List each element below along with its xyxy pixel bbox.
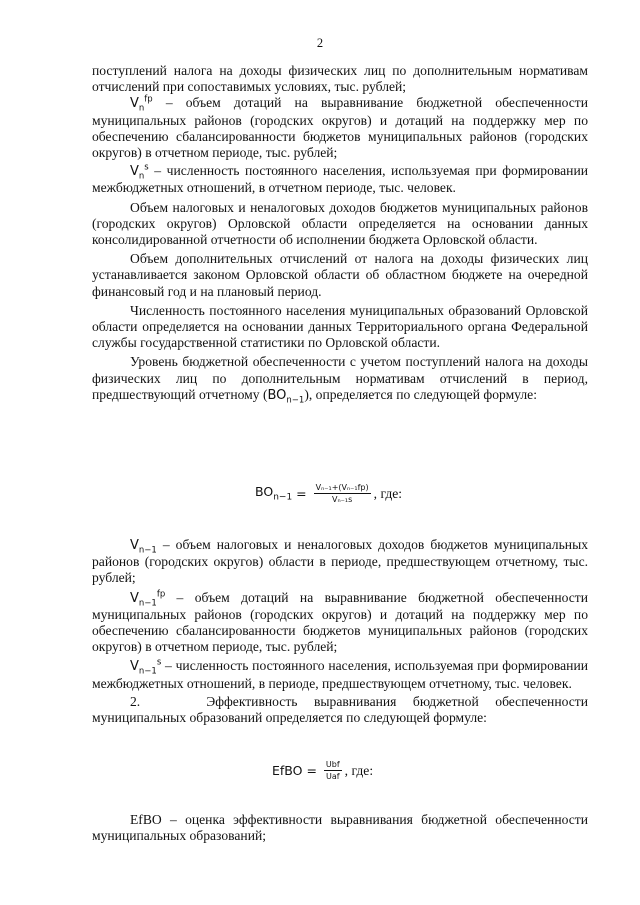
symbol-bo-n1: $BO_{n-1}$ [267, 387, 305, 406]
formula-efbo-suffix: , где: [344, 762, 374, 778]
paragraph-revenue-volume: Объем налоговых и неналоговых доходов бюджетов муниципальных районов (городских округов) Орловской области определяется на основании данных консолидированной отчетности об исполнении бюджета Орловской области. [92, 199, 588, 248]
paragraph-additional-deductions: Объем дополнительных отчислений от налога на доходы физических лиц устанавливается законом Орловской области об областном бюджете на очередной финансовый год и на плановый период. [92, 251, 588, 299]
formula-efbo-equals: = [302, 763, 321, 778]
paragraph-vn1-definition: $V_{n-1}$ – объем налоговых и неналоговых доходов бюджетов муниципальных районов (городских округов) области в периоде, предшествующем отчетному, тыс. рублей; [92, 537, 588, 586]
paragraph-fiscal-capacity-level: Уровень бюджетной обеспеченности с учетом поступлений налога на доходы физических лиц по дополнительным нормативам отчислений в период, предшествующий отчетному $(BO_{n-1})$, определяется по следующей формуле: [92, 354, 588, 406]
formula-bo-suffix: , где: [373, 485, 403, 501]
formula-efbo-lhs: EfBO [272, 763, 303, 778]
symbol-vn1: $V_{n-1}$ [130, 538, 157, 556]
formula-bo-numerator: Vₙ₋₁+(Vₙ₋₁fp) [315, 483, 369, 492]
text-block-bottom [92, 537, 588, 726]
paragraph-efbo-definition: EfBO – оценка эффективности выравнивания бюджетной обеспеченности муниципальных образований; [92, 812, 588, 844]
formula-efbo-numerator: Ubf [325, 760, 340, 769]
page-number: 2 [316, 36, 324, 50]
symbol-vn-fp: $V_n^{fp}$ [130, 95, 153, 114]
formula-efbo [272, 760, 373, 781]
formula-bo-lhs: $BO_{n-1}$ [255, 484, 293, 503]
paragraph-vn1-s-definition: $V_{n-1}^s$ – численность постоянного населения, используемая при формировании межбюджетных отношений, в периоде, предшествующем отчетному, тыс. человек. [92, 658, 588, 691]
formula-bo-equals: = [292, 486, 311, 501]
formula-efbo-fraction [324, 760, 342, 781]
paragraph-equalization-efficiency: 2. Эффективность выравнивания бюджетной обеспеченности муниципальных образований определяется по следующей формуле: [92, 693, 588, 726]
formula-bo-n1 [255, 483, 402, 504]
text-block-top [92, 63, 588, 404]
paragraph-population: Численность постоянного населения муниципальных образований Орловской области определяется на основании данных Территориального органа Федеральной службы государственной статистики по Орловской области. [92, 302, 588, 351]
symbol-vn1-fp: $V_{n-1}^{fp}$ [130, 589, 166, 609]
formula-bo-fraction [314, 483, 371, 504]
paragraph-vn-s-definition: $V_n^s$ – численность постоянного населения, используемая при формировании межбюджетных отношений, в отчетном периоде, тыс. человек. [92, 162, 588, 196]
paragraph-income-tax-cont: поступлений налога на доходы физических лиц по дополнительным нормативам отчислений при сопоставимых условиях, тыс. рублей; [92, 63, 588, 95]
symbol-vn-s: $V_n^s$ [130, 162, 149, 182]
formula-bo-denominator: Vₙ₋₁s [331, 495, 353, 504]
symbol-vn1-s: $V_{n-1}^s$ [130, 658, 162, 678]
paragraph-vn1-fp-definition: $V_{n-1}^{fp}$ – объем дотаций на выравнивание бюджетной обеспеченности муниципальных районов (городских округов) и дотаций на поддержку мер по обеспечению сбалансированности бюджетов муниципальных районов (городских округов) в отчетном периоде, тыс. рублей; [92, 589, 588, 655]
formula-efbo-denominator: Uaf [326, 772, 340, 781]
text-block-efbo [92, 812, 588, 844]
paragraph-vn-fp-definition: $V_n^{fp}$ – объем дотаций на выравнивание бюджетной обеспеченности муниципальных районов (городских округов) и дотаций на поддержку мер по обеспечению сбалансированности бюджетов муниципальных районов (городских округов) в отчетном периоде, тыс. рублей; [92, 95, 588, 161]
